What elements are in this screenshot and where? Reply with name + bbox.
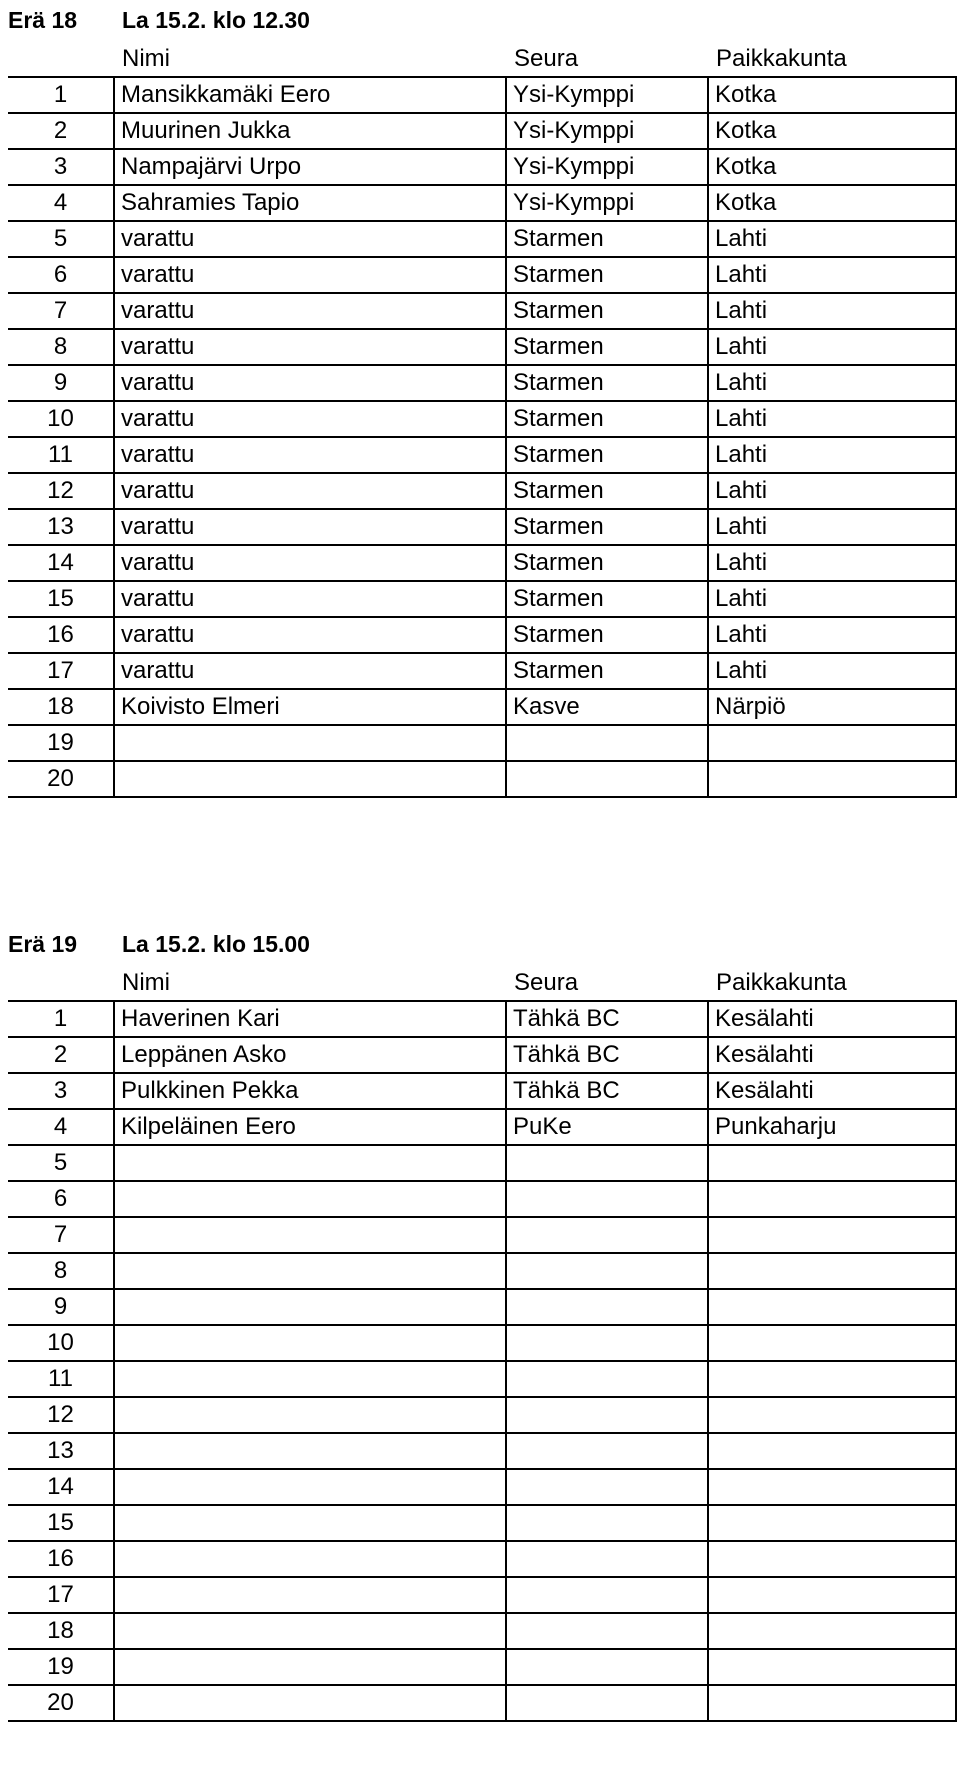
table-row <box>8 1649 956 1685</box>
club-cell: Starmen <box>506 545 708 581</box>
name-cell <box>114 1505 506 1541</box>
table-row <box>8 653 956 689</box>
club-cell: Starmen <box>506 329 708 365</box>
club-cell <box>506 725 708 761</box>
table-row <box>8 689 956 725</box>
club-cell: Starmen <box>506 437 708 473</box>
row-number-cell: 4 <box>8 185 114 221</box>
row-number-cell: 20 <box>8 1685 114 1721</box>
heat-title-row <box>0 0 960 38</box>
table-row <box>8 77 956 113</box>
club-cell: Starmen <box>506 509 708 545</box>
row-number-cell: 15 <box>8 581 114 617</box>
table-row <box>8 221 956 257</box>
name-cell <box>114 1289 506 1325</box>
row-number-cell: 16 <box>8 1541 114 1577</box>
city-cell: Lahti <box>708 293 956 329</box>
heat-title-row <box>0 924 960 962</box>
club-cell: Ysi-Kymppi <box>506 185 708 221</box>
city-cell: Lahti <box>708 581 956 617</box>
city-cell: Kotka <box>708 149 956 185</box>
table-row <box>8 1217 956 1253</box>
table-row <box>8 509 956 545</box>
name-cell <box>114 1613 506 1649</box>
city-cell: Lahti <box>708 545 956 581</box>
club-cell <box>506 761 708 797</box>
city-cell: Kesälahti <box>708 1073 956 1109</box>
club-cell: Tähkä BC <box>506 1001 708 1037</box>
name-cell: varattu <box>114 329 506 365</box>
name-cell <box>114 1181 506 1217</box>
name-cell <box>114 761 506 797</box>
row-number-cell: 15 <box>8 1505 114 1541</box>
city-cell: Lahti <box>708 653 956 689</box>
name-cell: Haverinen Kari <box>114 1001 506 1037</box>
column-header-city: Paikkakunta <box>716 45 847 72</box>
club-cell <box>506 1361 708 1397</box>
row-number-cell: 11 <box>8 437 114 473</box>
club-cell: Starmen <box>506 293 708 329</box>
table-row <box>8 1433 956 1469</box>
club-cell <box>506 1433 708 1469</box>
row-number-cell: 20 <box>8 761 114 797</box>
name-cell <box>114 1361 506 1397</box>
club-cell <box>506 1613 708 1649</box>
row-number-cell: 13 <box>8 509 114 545</box>
table-row <box>8 149 956 185</box>
heat-18-section <box>0 0 960 798</box>
table-row <box>8 1109 956 1145</box>
row-number-cell: 19 <box>8 1649 114 1685</box>
row-number-cell: 19 <box>8 725 114 761</box>
name-cell <box>114 1649 506 1685</box>
city-cell: Lahti <box>708 365 956 401</box>
club-cell <box>506 1181 708 1217</box>
row-number-cell: 5 <box>8 221 114 257</box>
city-cell: Kotka <box>708 77 956 113</box>
city-cell <box>708 1433 956 1469</box>
club-cell <box>506 1541 708 1577</box>
name-cell: varattu <box>114 581 506 617</box>
club-cell <box>506 1289 708 1325</box>
club-cell <box>506 1577 708 1613</box>
city-cell: Lahti <box>708 509 956 545</box>
name-cell <box>114 1145 506 1181</box>
table-row <box>8 1469 956 1505</box>
table-row <box>8 185 956 221</box>
club-cell: Ysi-Kymppi <box>506 77 708 113</box>
club-cell: Starmen <box>506 581 708 617</box>
name-cell: Nampajärvi Urpo <box>114 149 506 185</box>
name-cell <box>114 725 506 761</box>
column-header-row <box>0 38 960 76</box>
city-cell: Lahti <box>708 329 956 365</box>
heat-time: La 15.2. klo 15.00 <box>122 931 310 957</box>
table-row <box>8 1073 956 1109</box>
column-header-name: Nimi <box>122 969 170 996</box>
city-cell <box>708 1649 956 1685</box>
name-cell <box>114 1469 506 1505</box>
name-cell: varattu <box>114 401 506 437</box>
row-number-cell: 14 <box>8 1469 114 1505</box>
name-cell: Leppänen Asko <box>114 1037 506 1073</box>
name-cell: Koivisto Elmeri <box>114 689 506 725</box>
row-number-cell: 10 <box>8 401 114 437</box>
club-cell <box>506 1217 708 1253</box>
city-cell: Lahti <box>708 221 956 257</box>
row-number-cell: 10 <box>8 1325 114 1361</box>
row-number-cell: 9 <box>8 1289 114 1325</box>
heat-time: La 15.2. klo 12.30 <box>122 7 310 33</box>
name-cell: varattu <box>114 473 506 509</box>
row-number-cell: 7 <box>8 293 114 329</box>
row-number-cell: 9 <box>8 365 114 401</box>
name-cell: varattu <box>114 365 506 401</box>
table-row <box>8 725 956 761</box>
name-cell: varattu <box>114 257 506 293</box>
name-cell <box>114 1397 506 1433</box>
city-cell: Lahti <box>708 401 956 437</box>
row-number-cell: 2 <box>8 1037 114 1073</box>
row-number-cell: 2 <box>8 113 114 149</box>
table-row <box>8 1505 956 1541</box>
city-cell: Punkaharju <box>708 1109 956 1145</box>
name-cell: Muurinen Jukka <box>114 113 506 149</box>
table-row <box>8 1289 956 1325</box>
club-cell: Tähkä BC <box>506 1073 708 1109</box>
city-cell: Lahti <box>708 617 956 653</box>
city-cell <box>708 1469 956 1505</box>
table-row <box>8 329 956 365</box>
club-cell: Kasve <box>506 689 708 725</box>
row-number-cell: 14 <box>8 545 114 581</box>
column-header-club: Seura <box>514 45 579 72</box>
city-cell <box>708 1613 956 1649</box>
table-row <box>8 113 956 149</box>
name-cell <box>114 1253 506 1289</box>
club-cell: Starmen <box>506 365 708 401</box>
city-cell <box>708 725 956 761</box>
club-cell: Starmen <box>506 221 708 257</box>
city-cell <box>708 1181 956 1217</box>
table-row <box>8 1145 956 1181</box>
name-cell: varattu <box>114 437 506 473</box>
city-cell <box>708 1217 956 1253</box>
club-cell <box>506 1325 708 1361</box>
club-cell <box>506 1397 708 1433</box>
table-row <box>8 1001 956 1037</box>
column-header-club: Seura <box>514 969 579 996</box>
row-number-cell: 6 <box>8 257 114 293</box>
city-cell <box>708 1685 956 1721</box>
heat-19-section <box>0 924 960 1722</box>
city-cell: Lahti <box>708 257 956 293</box>
table-row <box>8 1181 956 1217</box>
club-cell <box>506 1649 708 1685</box>
heat-18-table <box>8 76 957 798</box>
column-header-name: Nimi <box>122 45 170 72</box>
row-number-cell: 6 <box>8 1181 114 1217</box>
city-cell: Lahti <box>708 437 956 473</box>
row-number-cell: 17 <box>8 653 114 689</box>
name-cell: varattu <box>114 293 506 329</box>
club-cell: Starmen <box>506 473 708 509</box>
name-cell: varattu <box>114 509 506 545</box>
row-number-cell: 16 <box>8 617 114 653</box>
row-number-cell: 17 <box>8 1577 114 1613</box>
table-row <box>8 1613 956 1649</box>
club-cell <box>506 1685 708 1721</box>
row-number-cell: 1 <box>8 77 114 113</box>
club-cell <box>506 1145 708 1181</box>
city-cell: Närpiö <box>708 689 956 725</box>
row-number-cell: 11 <box>8 1361 114 1397</box>
club-cell: Starmen <box>506 617 708 653</box>
name-cell: varattu <box>114 617 506 653</box>
table-row <box>8 437 956 473</box>
table-row <box>8 1037 956 1073</box>
row-number-cell: 18 <box>8 1613 114 1649</box>
club-cell <box>506 1253 708 1289</box>
row-number-cell: 12 <box>8 1397 114 1433</box>
city-cell: Kesälahti <box>708 1037 956 1073</box>
table-row <box>8 1397 956 1433</box>
city-cell <box>708 1361 956 1397</box>
name-cell: Kilpeläinen Eero <box>114 1109 506 1145</box>
name-cell: varattu <box>114 221 506 257</box>
city-cell <box>708 761 956 797</box>
name-cell: Pulkkinen Pekka <box>114 1073 506 1109</box>
row-number-cell: 4 <box>8 1109 114 1145</box>
city-cell <box>708 1541 956 1577</box>
table-row <box>8 473 956 509</box>
table-row <box>8 1253 956 1289</box>
club-cell: Tähkä BC <box>506 1037 708 1073</box>
club-cell: Starmen <box>506 401 708 437</box>
table-row <box>8 365 956 401</box>
table-row <box>8 545 956 581</box>
row-number-cell: 8 <box>8 329 114 365</box>
row-number-cell: 18 <box>8 689 114 725</box>
city-cell <box>708 1253 956 1289</box>
table-row <box>8 761 956 797</box>
table-row <box>8 1577 956 1613</box>
name-cell: Sahramies Tapio <box>114 185 506 221</box>
club-cell: PuKe <box>506 1109 708 1145</box>
table-row <box>8 1541 956 1577</box>
name-cell <box>114 1577 506 1613</box>
club-cell: Ysi-Kymppi <box>506 149 708 185</box>
name-cell <box>114 1325 506 1361</box>
table-row <box>8 1361 956 1397</box>
club-cell: Starmen <box>506 653 708 689</box>
name-cell: varattu <box>114 545 506 581</box>
city-cell: Kotka <box>708 113 956 149</box>
row-number-cell: 1 <box>8 1001 114 1037</box>
table-row <box>8 581 956 617</box>
column-header-city: Paikkakunta <box>716 969 847 996</box>
club-cell: Ysi-Kymppi <box>506 113 708 149</box>
row-number-cell: 5 <box>8 1145 114 1181</box>
table-row <box>8 257 956 293</box>
table-row <box>8 1325 956 1361</box>
city-cell <box>708 1289 956 1325</box>
name-cell <box>114 1541 506 1577</box>
heat-19-table <box>8 1000 957 1722</box>
heat-title: Erä 18 <box>8 7 78 33</box>
club-cell <box>506 1469 708 1505</box>
city-cell <box>708 1325 956 1361</box>
name-cell <box>114 1685 506 1721</box>
name-cell: Mansikkamäki Eero <box>114 77 506 113</box>
city-cell <box>708 1505 956 1541</box>
row-number-cell: 12 <box>8 473 114 509</box>
row-number-cell: 13 <box>8 1433 114 1469</box>
row-number-cell: 3 <box>8 149 114 185</box>
row-number-cell: 7 <box>8 1217 114 1253</box>
city-cell <box>708 1397 956 1433</box>
club-cell: Starmen <box>506 257 708 293</box>
city-cell: Kesälahti <box>708 1001 956 1037</box>
table-row <box>8 293 956 329</box>
table-row <box>8 1685 956 1721</box>
city-cell <box>708 1145 956 1181</box>
city-cell: Lahti <box>708 473 956 509</box>
name-cell <box>114 1433 506 1469</box>
column-header-row <box>0 962 960 1000</box>
city-cell: Kotka <box>708 185 956 221</box>
row-number-cell: 3 <box>8 1073 114 1109</box>
row-number-cell: 8 <box>8 1253 114 1289</box>
name-cell: varattu <box>114 653 506 689</box>
city-cell <box>708 1577 956 1613</box>
club-cell <box>506 1505 708 1541</box>
heat-title: Erä 19 <box>8 931 78 957</box>
name-cell <box>114 1217 506 1253</box>
table-row <box>8 617 956 653</box>
table-row <box>8 401 956 437</box>
